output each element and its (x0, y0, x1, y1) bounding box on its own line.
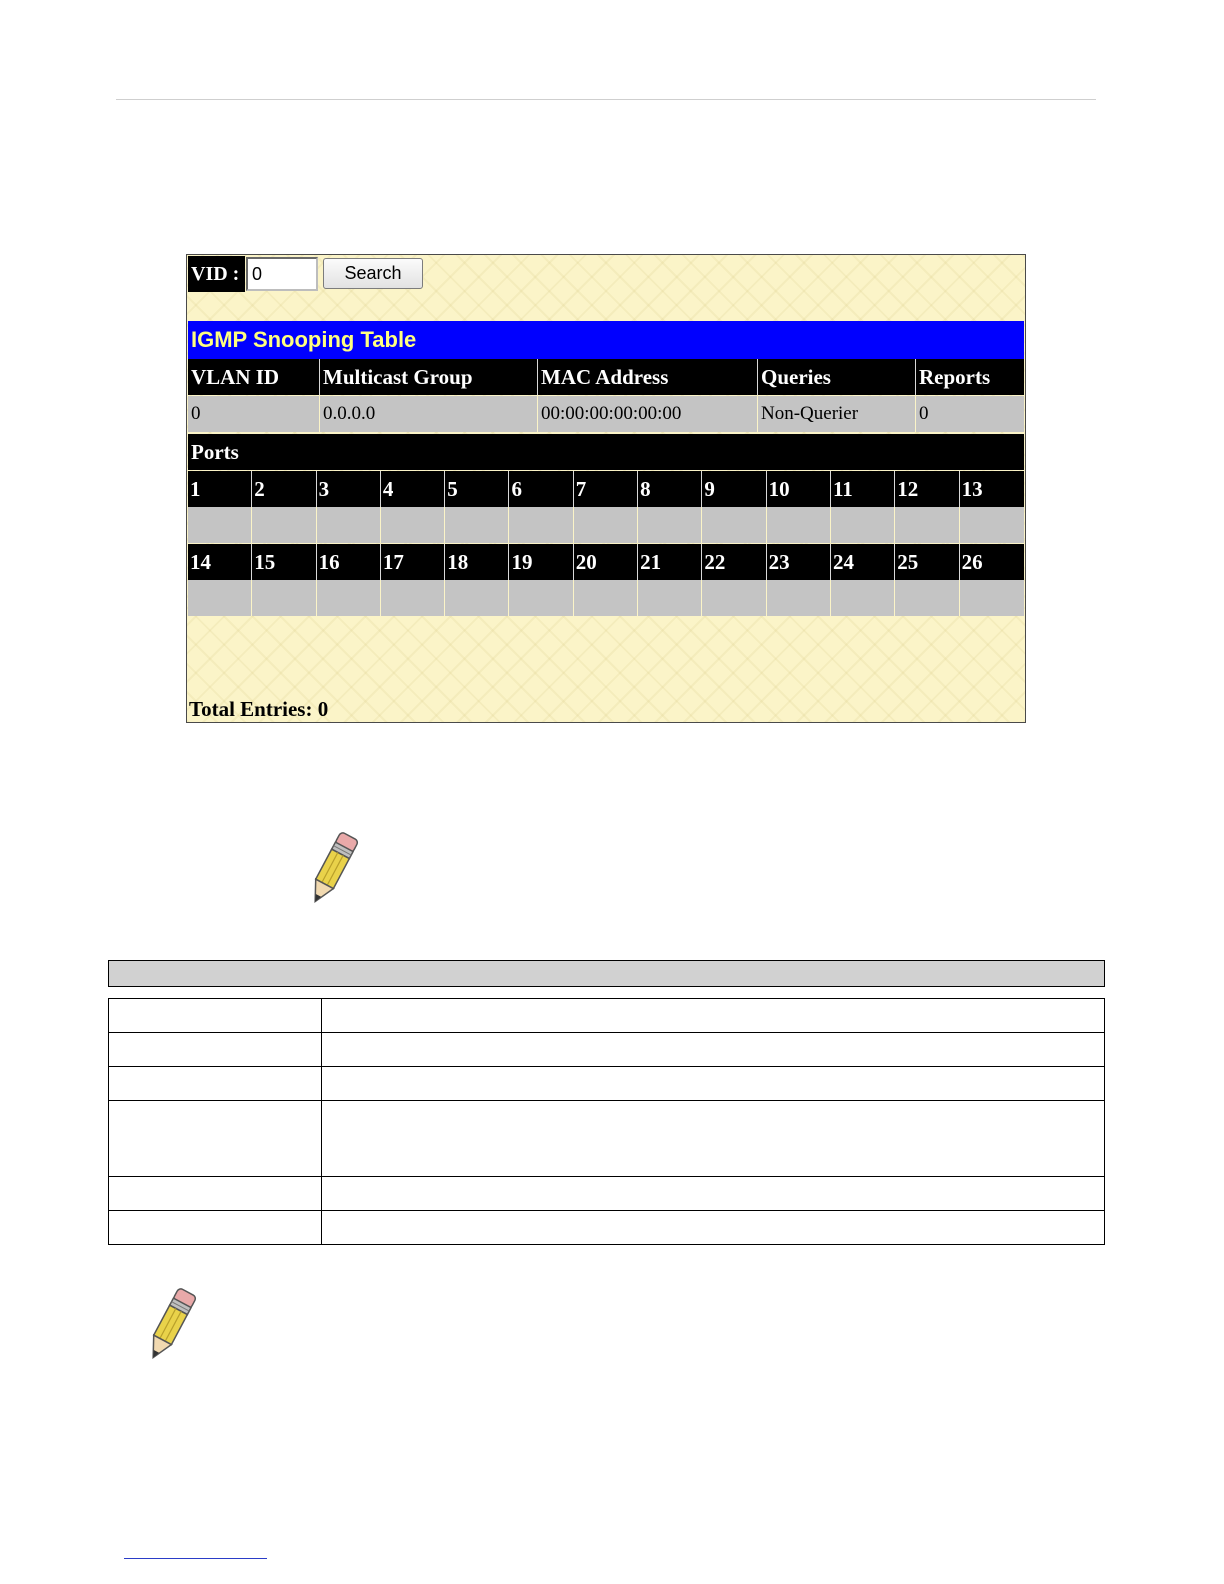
cell-reports: 0 (916, 396, 1024, 432)
table-row (109, 1177, 1105, 1211)
port-label: 18 (445, 544, 509, 580)
col-mac-address: MAC Address (538, 359, 758, 395)
port-cell (960, 507, 1024, 543)
table-row (109, 1067, 1105, 1101)
port-label: 19 (509, 544, 573, 580)
ports-label: Ports (188, 434, 1024, 470)
port-cell (381, 580, 445, 616)
port-label: 3 (317, 471, 381, 507)
port-label: 20 (574, 544, 638, 580)
table-row (109, 1211, 1105, 1245)
port-cell (574, 580, 638, 616)
vid-input[interactable] (246, 257, 318, 291)
port-cell (317, 580, 381, 616)
cell-vlan-id: 0 (188, 396, 320, 432)
doc-table-header (108, 960, 1105, 987)
port-label: 9 (702, 471, 766, 507)
port-cell (702, 580, 766, 616)
port-cell (509, 507, 573, 543)
col-multicast-group: Multicast Group (320, 359, 538, 395)
ports-value-row-1 (188, 507, 1024, 543)
port-label: 1 (188, 471, 252, 507)
port-label: 24 (831, 544, 895, 580)
table-row (109, 1101, 1105, 1177)
port-label: 10 (767, 471, 831, 507)
port-label: 12 (895, 471, 959, 507)
igmp-snooping-panel (186, 254, 1026, 723)
search-button[interactable]: Search (323, 258, 423, 289)
port-label: 15 (252, 544, 316, 580)
cell-multicast-group: 0.0.0.0 (320, 396, 538, 432)
port-cell (317, 507, 381, 543)
table-title: IGMP Snooping Table (188, 321, 1024, 359)
port-label: 2 (252, 471, 316, 507)
port-cell (831, 507, 895, 543)
port-cell (509, 580, 573, 616)
col-queries: Queries (758, 359, 916, 395)
col-reports: Reports (916, 359, 1024, 395)
table-header-row (188, 359, 1024, 395)
pencil-note-icon (138, 1282, 204, 1366)
port-cell (831, 580, 895, 616)
table-row (109, 999, 1105, 1033)
port-label: 16 (317, 544, 381, 580)
port-cell (445, 580, 509, 616)
port-cell (767, 507, 831, 543)
page-top-rule (116, 99, 1096, 100)
vid-label: VID : (188, 256, 245, 292)
port-cell (188, 580, 252, 616)
port-cell (638, 507, 702, 543)
port-label: 8 (638, 471, 702, 507)
port-cell (188, 507, 252, 543)
port-label: 22 (702, 544, 766, 580)
port-cell (767, 580, 831, 616)
port-cell (252, 580, 316, 616)
port-label: 13 (960, 471, 1024, 507)
port-label: 23 (767, 544, 831, 580)
table-row (188, 396, 1024, 432)
port-label: 26 (960, 544, 1024, 580)
footer-link-underline[interactable] (124, 1558, 267, 1559)
ports-header-row-2 (188, 544, 1024, 580)
port-cell (960, 580, 1024, 616)
ports-value-row-2 (188, 580, 1024, 616)
table-row (109, 1033, 1105, 1067)
port-cell (252, 507, 316, 543)
port-label: 21 (638, 544, 702, 580)
port-cell (638, 580, 702, 616)
port-cell (702, 507, 766, 543)
port-label: 17 (381, 544, 445, 580)
port-label: 4 (381, 471, 445, 507)
cell-mac-address: 00:00:00:00:00:00 (538, 396, 758, 432)
port-label: 11 (831, 471, 895, 507)
port-label: 25 (895, 544, 959, 580)
port-cell (574, 507, 638, 543)
port-label: 14 (188, 544, 252, 580)
port-cell (381, 507, 445, 543)
pencil-note-icon (300, 826, 366, 910)
port-label: 7 (574, 471, 638, 507)
total-entries: Total Entries: 0 (189, 697, 329, 721)
port-cell (445, 507, 509, 543)
cell-queries: Non-Querier (758, 396, 916, 432)
port-cell (895, 507, 959, 543)
ports-header-row-1 (188, 471, 1024, 507)
port-label: 5 (445, 471, 509, 507)
port-label: 6 (509, 471, 573, 507)
port-cell (895, 580, 959, 616)
doc-table (108, 998, 1105, 1245)
col-vlan-id: VLAN ID (188, 359, 320, 395)
